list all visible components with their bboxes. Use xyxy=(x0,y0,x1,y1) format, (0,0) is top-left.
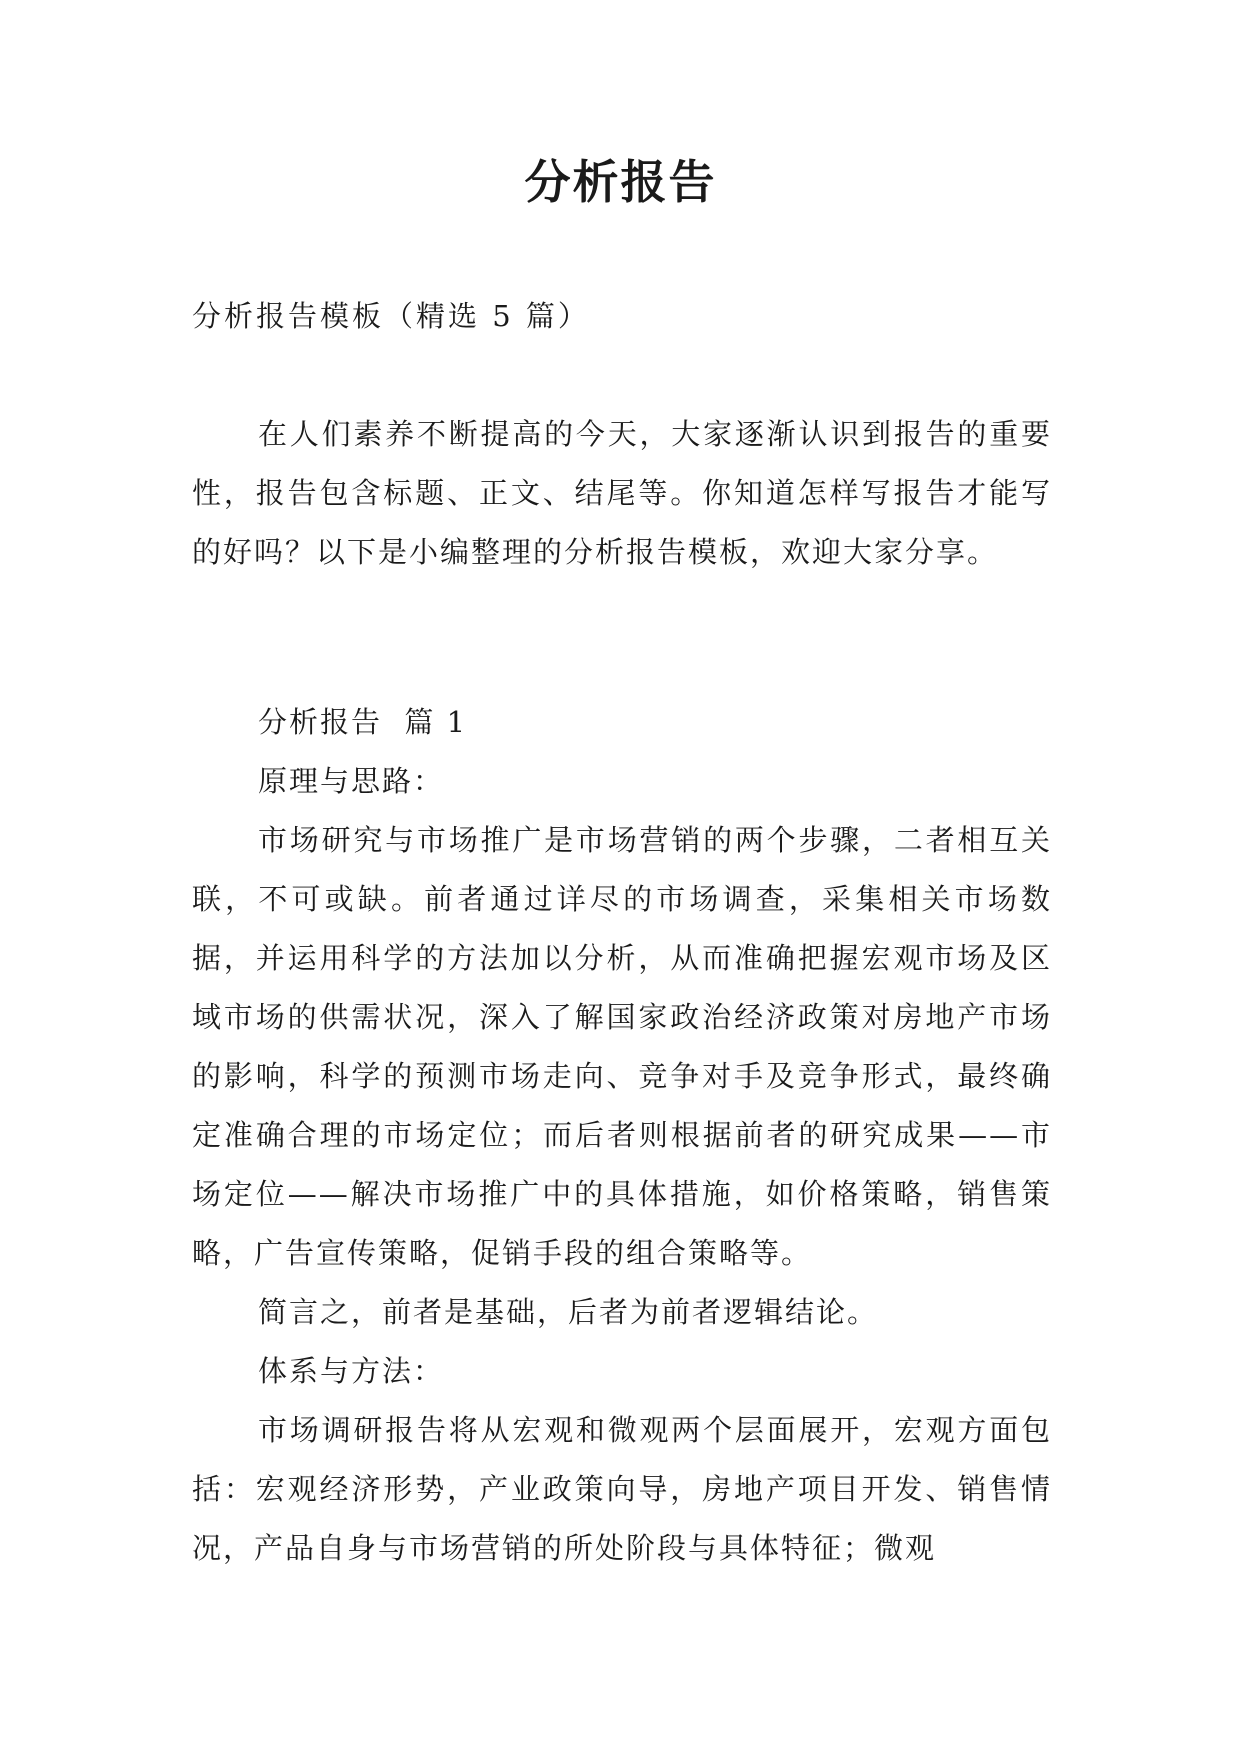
document-title: 分析报告 xyxy=(524,155,717,209)
method-paragraph: 市场调研报告将从宏观和微观两个层面展开，宏观方面包括：宏观经济形势，产业政策向导，房地产项目开发、销售情况，产品自身与市场营销的所处阶段与具体特征；微观 xyxy=(192,1413,1052,1565)
intro-paragraph: 在人们素养不断提高的今天，大家逐渐认识到报告的重要性，报告包含标题、正文、结尾等。你知道怎样写报告才能写的好吗？以下是小编整理的分析报告模板，欢迎大家分享。 xyxy=(192,417,1052,569)
method-heading: 体系与方法： xyxy=(258,1354,445,1388)
principle-paragraph: 市场研究与市场推广是市场营销的两个步骤，二者相互关联，不可或缺。前者通过详尽的市场调查，采集相关市场数据，并运用科学的方法加以分析，从而准确把握宏观市场及区域市场的供需状况，深入了解国家政治经济政策对房地产市场的影响，科学的预测市场走向、竞争对手及竞争形式，最终确定准确合理的市场定位；而后者则根据前者的研究成果——市场定位——解决市场推广中的具体措施，如价格策略，销售策略，广告宣传策略，促销手段的组合策略等。 xyxy=(192,823,1052,1270)
summary-paragraph: 简言之，前者是基础，后者为前者逻辑结论。 xyxy=(258,1295,879,1329)
document-subtitle: 分析报告模板（精选 5 篇） xyxy=(192,299,590,333)
section-content xyxy=(192,693,1052,1578)
principle-heading: 原理与思路： xyxy=(258,764,445,798)
section-heading: 分析报告 篇 1 xyxy=(258,705,468,739)
